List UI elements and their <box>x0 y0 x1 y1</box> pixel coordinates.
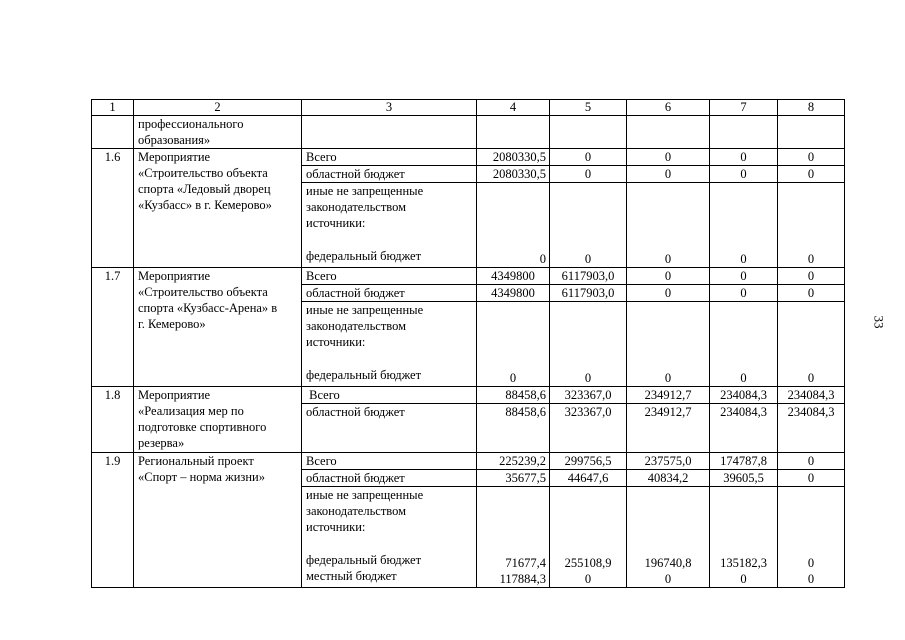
value-text: 117884,3 <box>499 572 546 586</box>
value-text: 0 <box>509 371 517 385</box>
value-cell <box>477 116 550 149</box>
value-cell <box>627 116 710 149</box>
source-label: федеральный бюджет <box>306 249 422 263</box>
budget-table <box>91 99 845 588</box>
row-number-cell: 1.8 <box>92 387 134 453</box>
table-row <box>92 453 845 470</box>
value-cell: 0 <box>778 149 845 166</box>
value-text: 0 <box>539 252 546 266</box>
value-cell: 6117903,0 <box>550 285 627 302</box>
source-label: источники: <box>306 520 366 534</box>
value-text: 0 <box>664 371 672 385</box>
value-cell <box>550 183 627 268</box>
value-cell: 0 <box>710 285 778 302</box>
source-label: областной бюджет <box>302 404 477 453</box>
value-text: 0 <box>740 252 747 266</box>
source-label: местный бюджет <box>306 569 397 583</box>
value-cell: 323367,0 <box>550 387 627 404</box>
value-text: 0 <box>740 572 747 586</box>
value-cell <box>477 302 550 387</box>
value-text: 0 <box>584 572 592 586</box>
value-cell: 234084,3 <box>710 387 778 404</box>
row-number-cell: 1.6 <box>92 149 134 268</box>
value-cell: 2080330,5 <box>477 166 550 183</box>
activity-name-line: образования» <box>138 133 211 147</box>
value-cell: 0 <box>550 166 627 183</box>
value-cell: 237575,0 <box>627 453 710 470</box>
value-text: 0 <box>807 371 815 385</box>
value-cell <box>477 183 550 268</box>
value-cell: 4349800 <box>477 268 550 285</box>
source-label: иные не запрещенные <box>306 488 424 502</box>
value-cell: 6117903,0 <box>550 268 627 285</box>
value-cell: 0 <box>710 149 778 166</box>
value-cell <box>778 116 845 149</box>
value-cell: 234084,3 <box>778 404 845 453</box>
column-header: 7 <box>710 100 778 116</box>
activity-name-cell <box>134 268 302 387</box>
value-cell <box>710 116 778 149</box>
value-cell <box>550 487 627 588</box>
column-header: 2 <box>134 100 302 116</box>
value-text: 0 <box>664 572 672 586</box>
activity-name-line: спорта «Ледовый дворец <box>138 182 271 196</box>
value-cell: 0 <box>778 166 845 183</box>
activity-name-line: Региональный проект <box>138 454 254 468</box>
activity-name-cell <box>134 149 302 268</box>
activity-name-line: спорта «Кузбасс-Арена» в <box>138 301 278 315</box>
source-label-text: Всего <box>309 388 340 402</box>
value-text: 0 <box>807 252 815 266</box>
value-cell: 0 <box>627 166 710 183</box>
activity-name-cell <box>134 453 302 588</box>
column-header: 1 <box>92 100 134 116</box>
source-label: областной бюджет <box>302 285 477 302</box>
value-cell: 0 <box>778 453 845 470</box>
value-cell: 2080330,5 <box>477 149 550 166</box>
row-number-cell: 1.9 <box>92 453 134 588</box>
activity-name-line: Мероприятие <box>138 150 211 164</box>
table-row <box>92 149 845 166</box>
source-label: федеральный бюджет <box>306 368 422 382</box>
column-header: 3 <box>302 100 477 116</box>
source-label: законодательством <box>306 200 407 214</box>
value-cell: 0 <box>778 285 845 302</box>
value-cell: 0 <box>550 149 627 166</box>
source-cell <box>302 487 477 588</box>
value-cell: 88458,6 <box>477 387 550 404</box>
source-cell <box>302 183 477 268</box>
table-header-row <box>92 100 845 116</box>
value-cell: 39605,5 <box>710 470 778 487</box>
value-text: 196740,8 <box>644 556 692 570</box>
value-cell <box>627 183 710 268</box>
value-text: 0 <box>740 371 747 385</box>
value-text: 255108,9 <box>564 556 612 570</box>
value-cell <box>778 487 845 588</box>
value-text: 0 <box>807 556 815 570</box>
source-label: федеральный бюджет <box>306 553 422 567</box>
column-header: 8 <box>778 100 845 116</box>
value-text: 0 <box>584 371 592 385</box>
activity-name-line: Мероприятие <box>138 388 211 402</box>
value-cell: 299756,5 <box>550 453 627 470</box>
source-label: источники: <box>306 216 366 230</box>
source-label: областной бюджет <box>302 166 477 183</box>
value-text: 71677,4 <box>505 556 546 570</box>
source-label: Всего <box>302 268 477 285</box>
column-header: 6 <box>627 100 710 116</box>
activity-name-cell <box>134 387 302 453</box>
value-cell <box>550 302 627 387</box>
source-label: Всего <box>302 149 477 166</box>
activity-name-cell <box>134 116 302 149</box>
source-label: источники: <box>306 335 366 349</box>
value-cell: 234084,3 <box>778 387 845 404</box>
activity-name-line: профессионального <box>138 117 244 131</box>
source-label: областной бюджет <box>302 470 477 487</box>
column-header: 5 <box>550 100 627 116</box>
activity-name-line: Мероприятие <box>138 269 211 283</box>
value-text: 0 <box>807 572 815 586</box>
value-cell <box>627 487 710 588</box>
value-cell <box>778 302 845 387</box>
table-row <box>92 387 845 404</box>
value-cell: 40834,2 <box>627 470 710 487</box>
source-label: законодательством <box>306 319 407 333</box>
value-cell: 88458,6 <box>477 404 550 453</box>
activity-name-line: «Реализация мер по <box>138 404 244 418</box>
value-cell: 323367,0 <box>550 404 627 453</box>
value-cell: 234912,7 <box>627 404 710 453</box>
value-cell: 0 <box>778 470 845 487</box>
value-cell: 0 <box>627 268 710 285</box>
page-number: 33 <box>871 315 887 329</box>
value-cell <box>710 487 778 588</box>
source-label: иные не запрещенные <box>306 184 424 198</box>
value-cell: 0 <box>710 166 778 183</box>
table-row-continued <box>92 116 845 149</box>
row-number-cell: 1.7 <box>92 268 134 387</box>
value-cell: 0 <box>627 285 710 302</box>
activity-name-line: «Строительство объекта <box>138 166 268 180</box>
source-cell <box>302 116 477 149</box>
value-cell: 174787,8 <box>710 453 778 470</box>
source-label: Всего <box>302 453 477 470</box>
value-cell <box>710 183 778 268</box>
value-cell: 225239,2 <box>477 453 550 470</box>
activity-name-line: резерва» <box>138 436 185 450</box>
source-label: законодательством <box>306 504 407 518</box>
value-text: 135182,3 <box>720 556 767 570</box>
value-cell: 234084,3 <box>710 404 778 453</box>
value-cell: 0 <box>627 149 710 166</box>
value-text: 0 <box>584 252 592 266</box>
activity-name-line: подготовке спортивного <box>138 420 267 434</box>
table-row <box>92 268 845 285</box>
activity-name-line: «Кузбасс» в г. Кемерово» <box>138 198 272 212</box>
value-cell: 0 <box>710 268 778 285</box>
value-cell: 35677,5 <box>477 470 550 487</box>
activity-name-line: «Строительство объекта <box>138 285 268 299</box>
row-number-cell <box>92 116 134 149</box>
value-cell <box>627 302 710 387</box>
value-cell: 234912,7 <box>627 387 710 404</box>
value-cell <box>710 302 778 387</box>
source-cell <box>302 302 477 387</box>
value-cell: 4349800 <box>477 285 550 302</box>
value-cell <box>477 487 550 588</box>
column-header: 4 <box>477 100 550 116</box>
value-cell <box>550 116 627 149</box>
activity-name-line: «Спорт – норма жизни» <box>138 470 265 484</box>
value-text: 0 <box>664 252 672 266</box>
value-cell: 44647,6 <box>550 470 627 487</box>
source-label <box>302 387 477 404</box>
value-cell: 0 <box>778 268 845 285</box>
source-label: иные не запрещенные <box>306 303 424 317</box>
value-cell <box>778 183 845 268</box>
activity-name-line: г. Кемерово» <box>138 317 206 331</box>
